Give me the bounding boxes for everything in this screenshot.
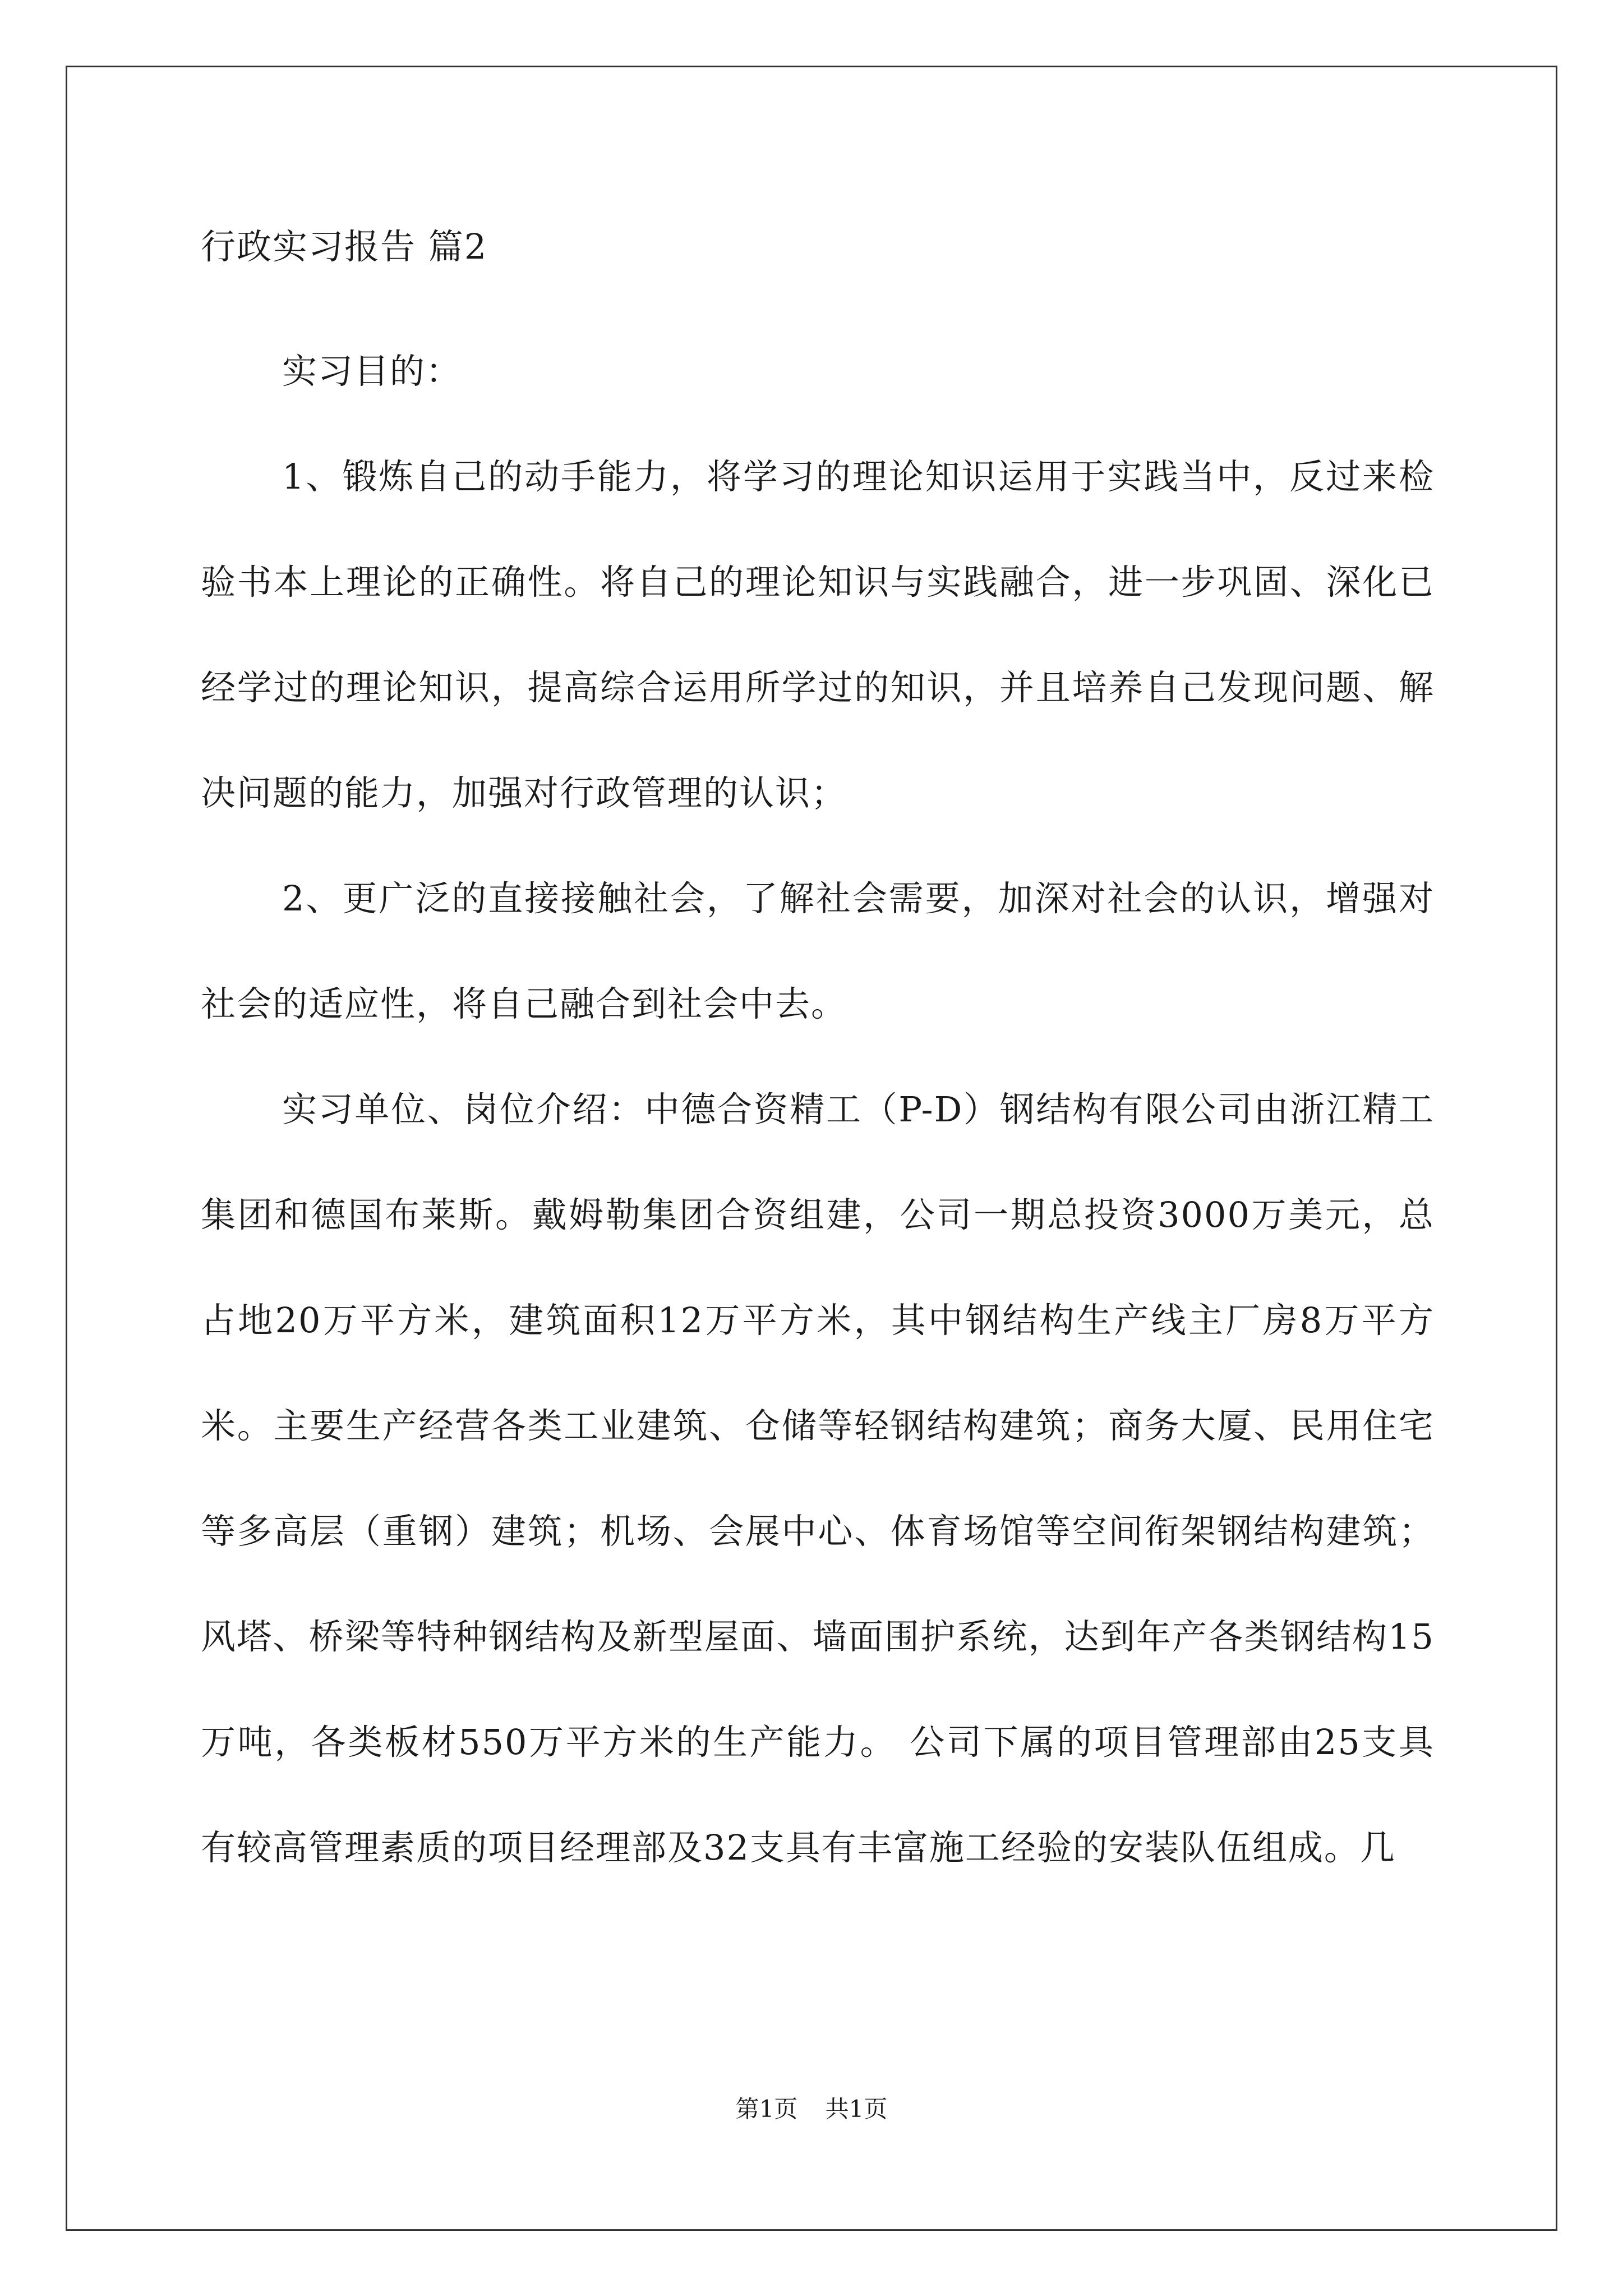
document-body	[201, 213, 1435, 1901]
page-total: 共1页	[825, 2095, 888, 2123]
document-title: 行政实习报告 篇2	[201, 226, 488, 267]
paragraph-purpose-heading: 实习目的：	[282, 351, 462, 392]
page-number: 第1页	[735, 2095, 798, 2123]
paragraph-purpose-2: 2、更广泛的直接接触社会，了解社会需要，加深对社会的认识，增强对社会的适应性，将自己融合到社会中去。	[201, 878, 1435, 1024]
paragraph-company-intro: 实习单位、岗位介绍：中德合资精工（P-D）钢结构有限公司由浙江精工集团和德国布莱斯。戴姆勒集团合资组建，公司一期总投资3000万美元，总占地20万平方米，建筑面积12万平方米，其中钢结构生产线主厂房8万平方米。主要生产经营各类工业建筑、仓储等轻钢结构建筑；商务大厦、民用住宅等多高层（重钢）建筑；机场、会展中心、体育场馆等空间衔架钢结构建筑；风塔、桥梁等特种钢结构及新型屋面、墙面围护系统，达到年产各类钢结构15万吨，各类板材550万平方米的生产能力。 公司下属的项目管理部由25支具有较高管理素质的项目经理部及32支具有丰富施工经验的安装队伍组成。几	[201, 1089, 1435, 1868]
page-footer	[0, 2092, 1623, 2126]
paragraph-purpose-1: 1、锻炼自己的动手能力，将学习的理论知识运用于实践当中，反过来检验书本上理论的正确性。将自己的理论知识与实践融合，进一步巩固、深化已经学过的理论知识，提高综合运用所学过的知识，并且培养自己发现问题、解决问题的能力，加强对行政管理的认识；	[201, 456, 1435, 813]
